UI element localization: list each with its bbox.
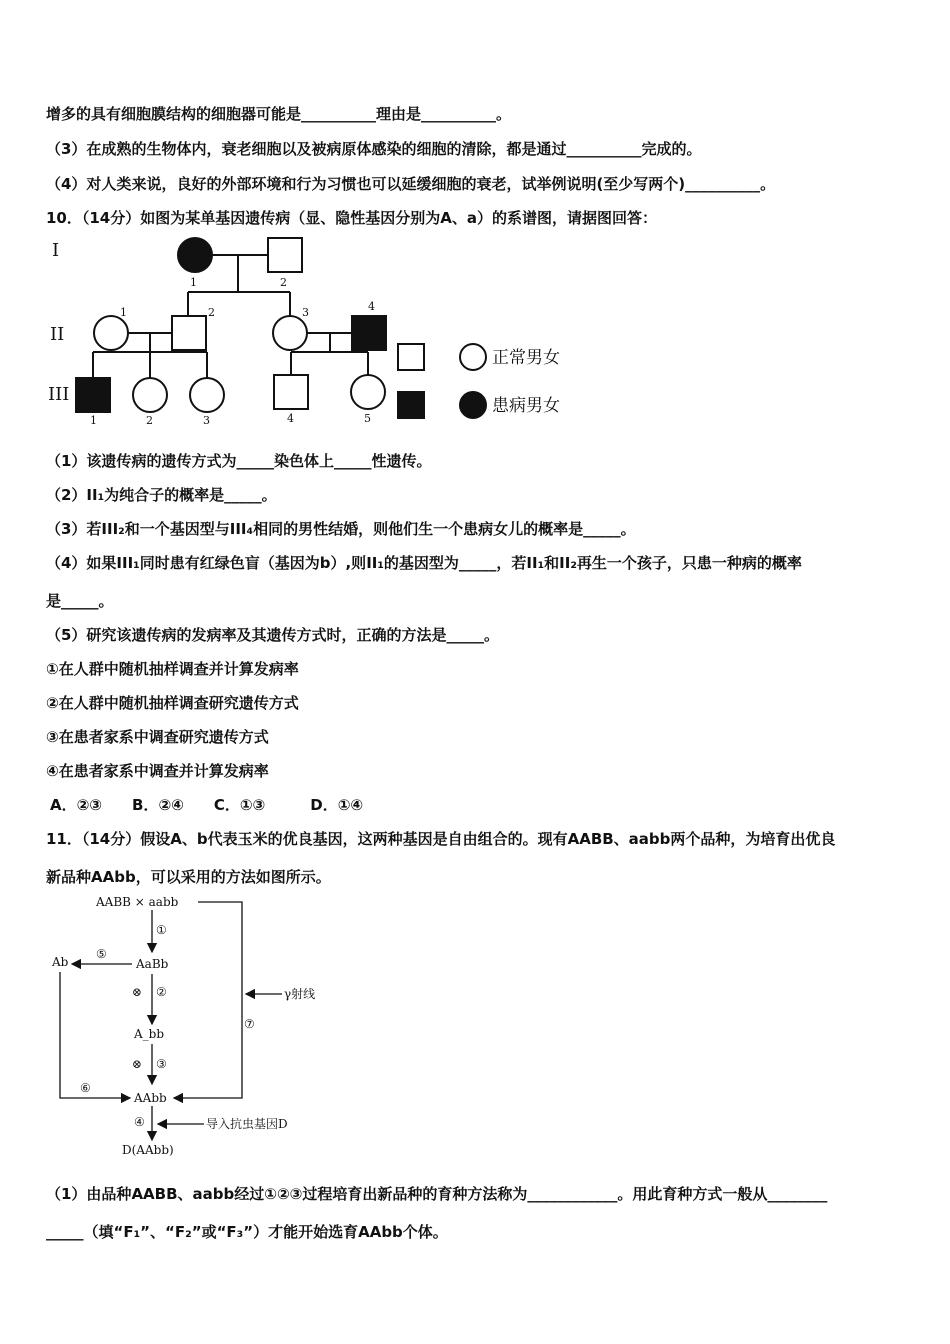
text-line-organelle: 增多的具有细胞膜结构的细胞器可能是__________理由是__________。 (46, 105, 512, 123)
legend-normal-label: 正常男女 (492, 348, 560, 368)
legend-normal-female-symbol (460, 344, 486, 370)
step-2: ② (156, 985, 167, 999)
question-9-4: （4）对人类来说，良好的外部环境和行为习惯也可以延缓细胞的衰老，试举例说明(至少写两个)__________。 (46, 175, 776, 193)
legend-normal-male-symbol (398, 344, 424, 370)
question-10-2: （2）II₁为纯合子的概率是_____。 (46, 486, 277, 504)
question-10-4-line1: （4）如果III₁同时患有红绿色盲（基因为b）,则II₁的基因型为_____，若II₁和II₂再生一个孩子，只患一种病的概率 (46, 554, 802, 572)
label-iii1: 1 (90, 414, 97, 427)
step-1: ① (156, 923, 167, 937)
legend-affected-label: 患病男女 (492, 396, 560, 416)
pedigree-i2-normal-male (268, 238, 302, 272)
pedigree-iii2-normal-female (133, 378, 167, 412)
question-9-3: （3）在成熟的生物体内，衰老细胞以及被病原体感染的细胞的清除，都是通过__________完成的。 (46, 140, 702, 158)
step-7: ⑦ (244, 1017, 255, 1031)
question-10-1: （1）该遗传病的遗传方式为_____染色体上_____性遗传。 (46, 452, 432, 470)
option-1: ①在人群中随机抽样调查并计算发病率 (46, 660, 299, 678)
question-11-1-line2: _____（填“F₁”、“F₂”或“F₃”）才能开始选育AAbb个体。 (46, 1223, 448, 1241)
legend-affected-female-symbol (460, 392, 486, 418)
label-ii3: 3 (302, 306, 309, 319)
step-3: ③ (156, 1057, 167, 1071)
self-cross-2: ⊗ (132, 1057, 143, 1071)
final-label: D(AAbb) (122, 1143, 174, 1157)
label-iii4: 4 (287, 412, 294, 425)
breeding-diagram (46, 892, 366, 1162)
pedigree-iii4-normal-male (274, 375, 308, 409)
gen-label-ii: II (50, 324, 65, 345)
pedigree-iii3-normal-female (190, 378, 224, 412)
gen-label-i: I (52, 240, 60, 261)
label-ii4: 4 (368, 300, 375, 313)
pedigree-i1-affected-female (178, 238, 212, 272)
label-iii3: 3 (203, 414, 210, 427)
pedigree-chart (46, 230, 586, 430)
question-11-stem-line2: 新品种AAbb，可以采用的方法如图所示。 (46, 868, 331, 886)
label-i2: 2 (280, 276, 287, 289)
ab-label: Ab (52, 955, 69, 969)
legend-affected-male-symbol (398, 392, 424, 418)
question-10-4-line2: 是_____。 (46, 592, 114, 610)
gen-label-iii: III (48, 384, 70, 405)
self-cross-1: ⊗ (132, 985, 143, 999)
pedigree-ii3-normal-female (273, 316, 307, 350)
step-4: ④ (134, 1115, 145, 1129)
label-ii1: 1 (120, 306, 127, 319)
a-bb-label: A_bb (134, 1027, 165, 1041)
option-4: ④在患者家系中调查并计算发病率 (46, 762, 269, 780)
step-6: ⑥ (80, 1081, 91, 1095)
question-11-stem-line1: 11．（14分）假设A、b代表玉米的优良基因，这两种基因是自由组合的。现有AABB、aabb两个品种，为培育出优良 (46, 830, 836, 848)
question-10-5: （5）研究该遗传病的发病率及其遗传方式时，正确的方法是_____。 (46, 626, 499, 644)
label-ii2: 2 (208, 306, 215, 319)
pedigree-iii1-affected-male (76, 378, 110, 412)
answer-choices: A．②③ B．②④ C．①③ D．①④ (50, 796, 364, 814)
option-2: ②在人群中随机抽样调查研究遗传方式 (46, 694, 299, 712)
question-10-3: （3）若III₂和一个基因型与III₄相同的男性结婚，则他们生一个患病女儿的概率是_____。 (46, 520, 636, 538)
pedigree-ii2-normal-male (172, 316, 206, 350)
option-3: ③在患者家系中调查研究遗传方式 (46, 728, 269, 746)
label-i1: 1 (190, 276, 197, 289)
question-10-stem: 10．（14分）如图为某单基因遗传病（显、隐性基因分别为A、a）的系谱图，请据图回答： (46, 209, 657, 227)
gamma-ray-label: γ射线 (284, 987, 316, 1001)
pedigree-ii1-normal-female (94, 316, 128, 350)
f1-label: AaBb (136, 957, 169, 971)
label-iii2: 2 (146, 414, 153, 427)
cross-label: AABB × aabb (96, 895, 179, 909)
pedigree-ii4-affected-male (352, 316, 386, 350)
step-5: ⑤ (96, 947, 107, 961)
target-label: AAbb (134, 1091, 167, 1105)
gene-label: 导入抗虫基因D (206, 1117, 288, 1131)
pedigree-iii5-normal-female (351, 375, 385, 409)
label-iii5: 5 (364, 412, 371, 425)
question-11-1-line1: （1）由品种AABB、aabb经过①②③过程培育出新品种的育种方法称为____________。用此育种方式一般从________ (46, 1185, 828, 1203)
